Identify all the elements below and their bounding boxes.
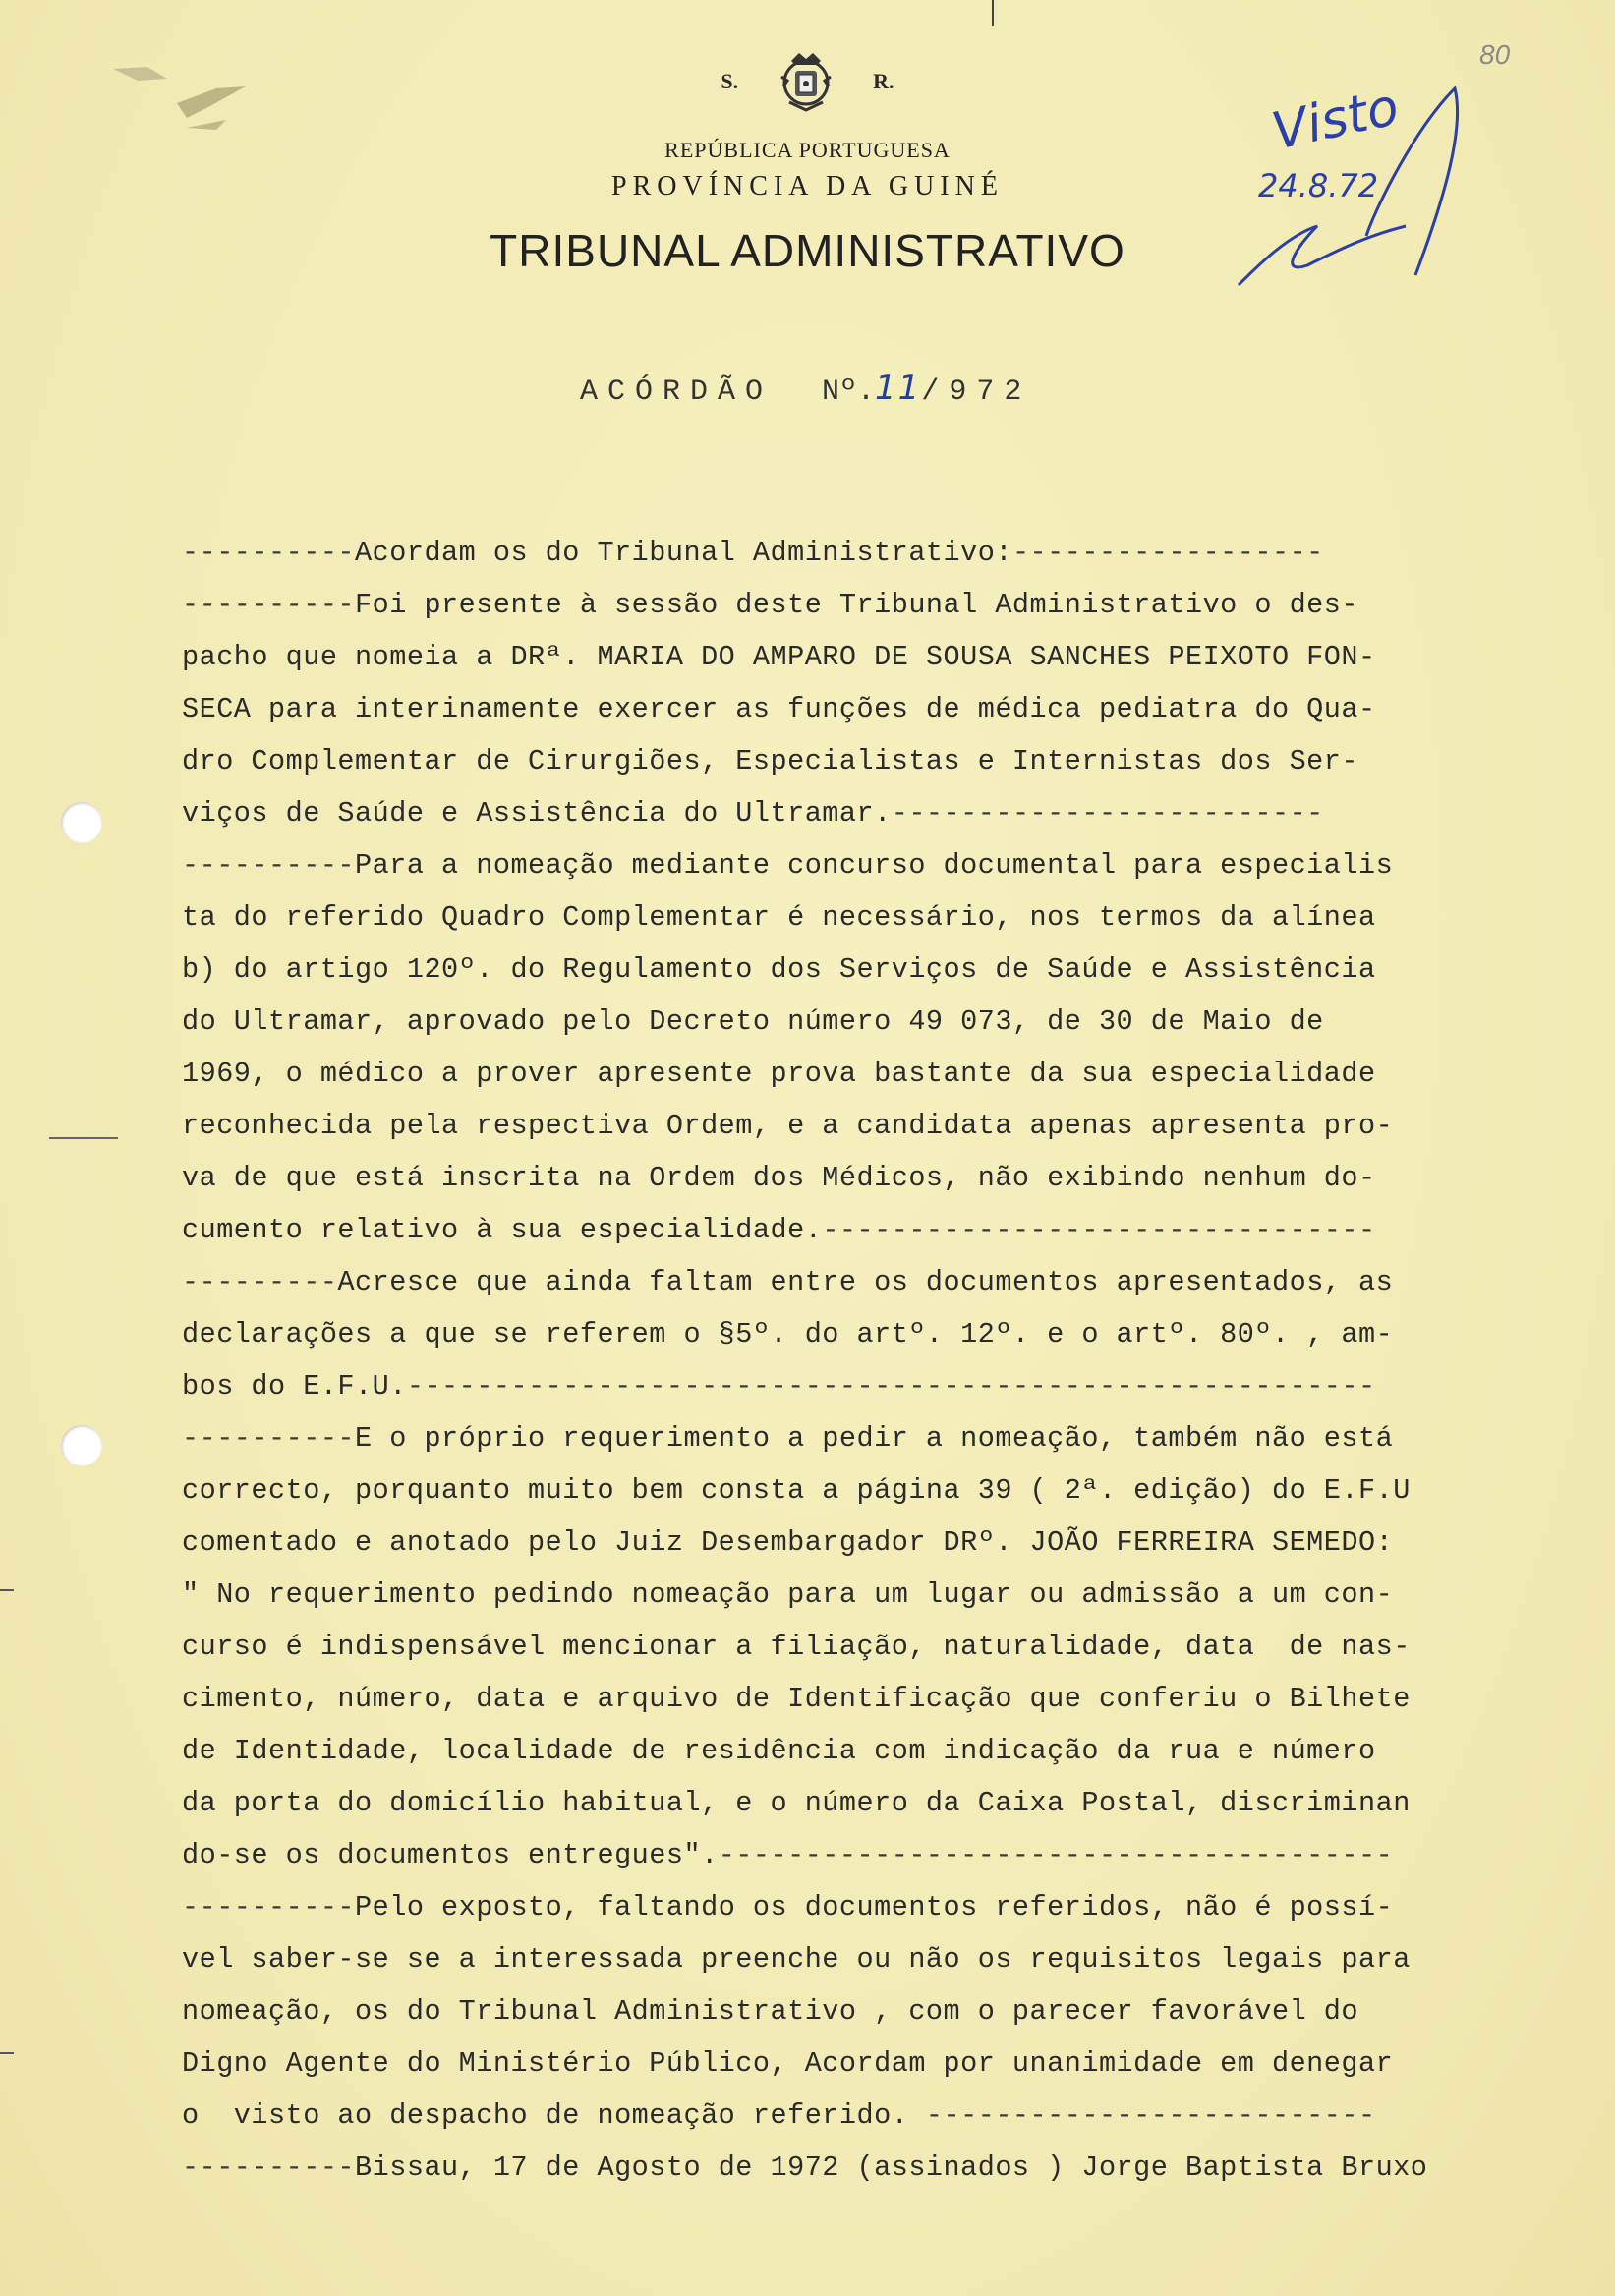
- body-line: b) do artigo 120º. do Regulamento dos Serviços de Saúde e Assistência: [182, 953, 1376, 986]
- body-line: cumento relativo à sua especialidade.--------------------------------: [182, 1214, 1376, 1246]
- body-line: vel saber-se se a interessada preenche ou não os requisitos legais para: [182, 1943, 1411, 1976]
- body-line: ----------Acordam os do Tribunal Administrativo:------------------: [182, 537, 1324, 569]
- acordao-number-label: Nº.: [822, 375, 876, 409]
- body-line: do Ultramar, aprovado pelo Decreto número 49 073, de 30 de Maio de: [182, 1005, 1324, 1038]
- body-line: va de que está inscrita na Ordem dos Médicos, não exibindo nenhum do-: [182, 1162, 1376, 1194]
- body-line: " No requerimento pedindo nomeação para um lugar ou admissão a um con-: [182, 1578, 1394, 1611]
- acordao-number-handwritten: 11: [875, 369, 922, 408]
- body-line: ----------Pelo exposto, faltando os documentos referidos, não é possí-: [182, 1891, 1394, 1923]
- body-line: do-se os documentos entregues".---------------------------------------: [182, 1839, 1394, 1871]
- header-republic: REPÚBLICA PORTUGUESA: [664, 138, 951, 162]
- body-line: ----------Foi presente à sessão deste Tribunal Administrativo o des-: [182, 589, 1358, 621]
- body-line: de Identidade, localidade de residência com indicação da rua e número: [182, 1735, 1376, 1767]
- header-tribunal: TRIBUNAL ADMINISTRATIVO: [490, 225, 1125, 276]
- acordao-word: ACÓRDÃO: [580, 375, 774, 409]
- coat-of-arms-icon: [772, 47, 840, 116]
- body-line: pacho que nomeia a DRª. MARIA DO AMPARO DE SOUSA SANCHES PEIXOTO FON-: [182, 641, 1376, 673]
- body-line: nomeação, os do Tribunal Administrativo , com o parecer favorável do: [182, 1995, 1358, 2028]
- edge-mark: [49, 1137, 118, 1139]
- body-line: curso é indispensável mencionar a filiação, naturalidade, data de nas-: [182, 1631, 1411, 1663]
- body-line: SECA para interinamente exercer as funções de médica pediatra do Qua-: [182, 693, 1376, 725]
- header-province: PROVÍNCIA DA GUINÉ: [611, 171, 1004, 201]
- visto-date: 24.8.72: [1258, 167, 1379, 204]
- body-line: viços de Saúde e Assistência do Ultramar.-------------------------: [182, 797, 1324, 830]
- body-line: dro Complementar de Cirurgiões, Especialistas e Internistas dos Ser-: [182, 745, 1358, 777]
- body-line: cimento, número, data e arquivo de Identificação que conferiu o Bilhete: [182, 1683, 1411, 1715]
- body-line: ----------Para a nomeação mediante concurso documental para especialis: [182, 849, 1394, 882]
- body-line: o visto ao despacho de nomeação referido. --------------------------: [182, 2099, 1376, 2132]
- body-line: Digno Agente do Ministério Público, Acordam por unanimidade em denegar: [182, 2047, 1394, 2080]
- visto-text: Visto: [1267, 78, 1405, 162]
- top-edge-mark: [992, 0, 994, 26]
- visto-annotation: [1219, 39, 1514, 315]
- punch-hole: [61, 802, 102, 843]
- body-line: bos do E.F.U.--------------------------------------------------------: [182, 1370, 1376, 1403]
- edge-mark: [0, 1589, 14, 1591]
- body-line: reconhecida pela respectiva Ordem, e a candidata apenas apresenta pro-: [182, 1110, 1394, 1142]
- body-line: da porta do domicílio habitual, e o número da Caixa Postal, discriminan: [182, 1787, 1411, 1819]
- page-number: 80: [1479, 39, 1511, 70]
- acordao-body: [182, 527, 1578, 2194]
- body-line: ----------Bissau, 17 de Agosto de 1972 (assinados ) Jorge Baptista Bruxo: [182, 2152, 1428, 2184]
- body-line: ta do referido Quadro Complementar é necessário, nos termos da alínea: [182, 901, 1376, 934]
- emblem-right-initial: R.: [873, 69, 894, 93]
- body-line: correcto, porquanto muito bem consta a página 39 ( 2ª. edição) do E.F.U: [182, 1474, 1411, 1507]
- body-line: 1969, o médico a prover apresente prova bastante da sua especialidade: [182, 1058, 1376, 1090]
- body-line: ---------Acresce que ainda faltam entre os documentos apresentados, as: [182, 1266, 1394, 1298]
- punch-hole: [61, 1425, 102, 1466]
- acordao-title: [580, 369, 1031, 409]
- body-line: declarações a que se referem o §5º. do artº. 12º. e o artº. 80º. , am-: [182, 1318, 1394, 1350]
- acordao-year: /972: [921, 375, 1032, 409]
- body-line: ----------E o próprio requerimento a pedir a nomeação, também não está: [182, 1422, 1394, 1455]
- edge-mark: [0, 2052, 14, 2054]
- body-line: comentado e anotado pelo Juiz Desembargador DRº. JOÃO FERREIRA SEMEDO:: [182, 1526, 1394, 1559]
- emblem-left-initial: S.: [721, 69, 739, 93]
